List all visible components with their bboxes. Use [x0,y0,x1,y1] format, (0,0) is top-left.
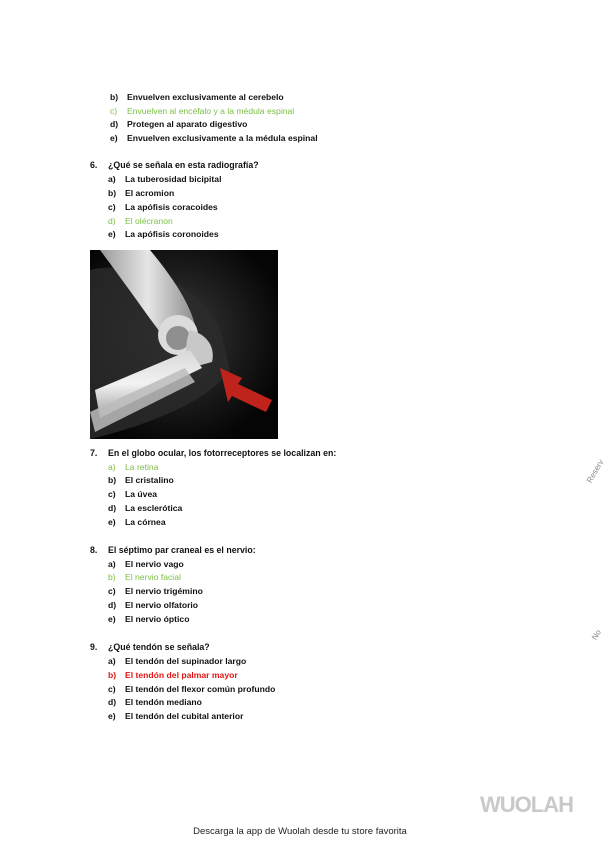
option-7e: e) La córnea [108,517,166,527]
option-7d: d) La esclerótica [108,503,183,513]
question-8: 8. El séptimo par craneal es el nervio: [90,545,256,555]
option-6e: e) La apófisis coronoides [108,229,219,239]
option-5e: e) Envuelven exclusivamente a la médula espinal [110,133,318,143]
side-text-reserv: Reserv [585,458,605,485]
question-9: 9. ¿Qué tendón se señala? [90,642,210,652]
question-6: 6. ¿Qué se señala en esta radiografía? [90,160,259,170]
option-7b: b) El cristalino [108,475,174,485]
option-9b: b) El tendón del palmar mayor [108,670,238,680]
option-9c: c) El tendón del flexor común profundo [108,684,276,694]
option-7c: c) La úvea [108,489,158,499]
footer-text: Descarga la app de Wuolah desde tu store favorita [193,826,407,837]
option-6d: d) El olécranon [108,216,173,226]
option-8b: b) El nervio facial [108,572,181,582]
xray-illustration [90,250,278,439]
wuolah-logo: WUOLAH [480,792,573,817]
option-8c: c) El nervio trigémino [108,586,203,596]
side-text-no: No [590,628,603,642]
option-5d: d) Protegen al aparato digestivo [110,119,248,129]
option-6c: c) La apófisis coracoides [108,202,218,212]
option-8d: d) El nervio olfatorio [108,600,199,610]
option-9e: e) El tendón del cubital anterior [108,711,244,721]
elbow-xray-image [90,250,278,439]
option-9d: d) El tendón mediano [108,697,202,707]
option-8e: e) El nervio óptico [108,614,190,624]
option-7a: a) La retina [108,462,159,472]
option-8a: a) El nervio vago [108,559,184,569]
option-5b: b) Envuelven exclusivamente al cerebelo [110,92,284,102]
option-6b: b) El acromion [108,188,175,198]
option-6a: a) La tuberosidad bicipital [108,174,222,184]
option-5c: c) Envuelven al encéfalo y a la médula espinal [110,106,295,116]
option-9a: a) El tendón del supinador largo [108,656,247,666]
question-7: 7. En el globo ocular, los fotorreceptores se localizan en: [90,448,337,458]
